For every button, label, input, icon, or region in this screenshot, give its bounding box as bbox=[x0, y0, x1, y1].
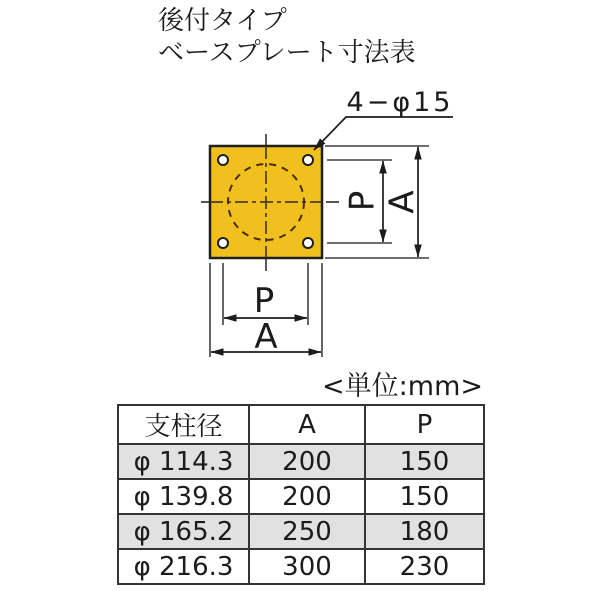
table-row bbox=[118, 514, 484, 549]
dim-label-p-horizontal: P bbox=[253, 281, 275, 321]
dim-label-a-vertical: A bbox=[382, 190, 423, 214]
unit-note: <単位:mm> bbox=[322, 371, 483, 402]
hole-count-label: 4−φ15 bbox=[346, 87, 454, 118]
cell-diameter: φ 216.3 bbox=[118, 549, 249, 584]
title-line-2: ベースプレート寸法表 bbox=[158, 38, 416, 68]
dim-label-a-horizontal: A bbox=[254, 317, 278, 357]
cell-p: 180 bbox=[365, 514, 484, 549]
cell-a: 200 bbox=[249, 479, 365, 514]
dimension-table bbox=[117, 404, 485, 585]
cell-a: 250 bbox=[249, 514, 365, 549]
cell-p: 150 bbox=[365, 479, 484, 514]
dim-label-p-vertical: P bbox=[342, 190, 383, 212]
table-row bbox=[118, 444, 484, 479]
cell-diameter: φ 165.2 bbox=[118, 514, 249, 549]
cell-a: 300 bbox=[249, 549, 365, 584]
col-header-p: P bbox=[365, 405, 484, 444]
bolt-hole-bottom-left bbox=[218, 238, 228, 248]
table-row bbox=[118, 479, 484, 514]
table-header-row bbox=[118, 405, 484, 444]
cell-diameter: φ 114.3 bbox=[118, 444, 249, 479]
cell-p: 150 bbox=[365, 444, 484, 479]
bolt-hole-top-left bbox=[218, 155, 228, 165]
col-header-a: A bbox=[249, 405, 365, 444]
leader-line bbox=[314, 117, 453, 150]
hole-callout bbox=[314, 87, 453, 150]
title-line-1: 後付タイプ bbox=[158, 6, 287, 36]
col-header-post-diameter: 支柱径 bbox=[118, 405, 249, 444]
cell-p: 230 bbox=[365, 549, 484, 584]
bolt-hole-bottom-right bbox=[303, 238, 313, 248]
bolt-hole-top-right bbox=[303, 155, 313, 165]
table-row bbox=[118, 549, 484, 584]
cell-a: 200 bbox=[249, 444, 365, 479]
cell-diameter: φ 139.8 bbox=[118, 479, 249, 514]
